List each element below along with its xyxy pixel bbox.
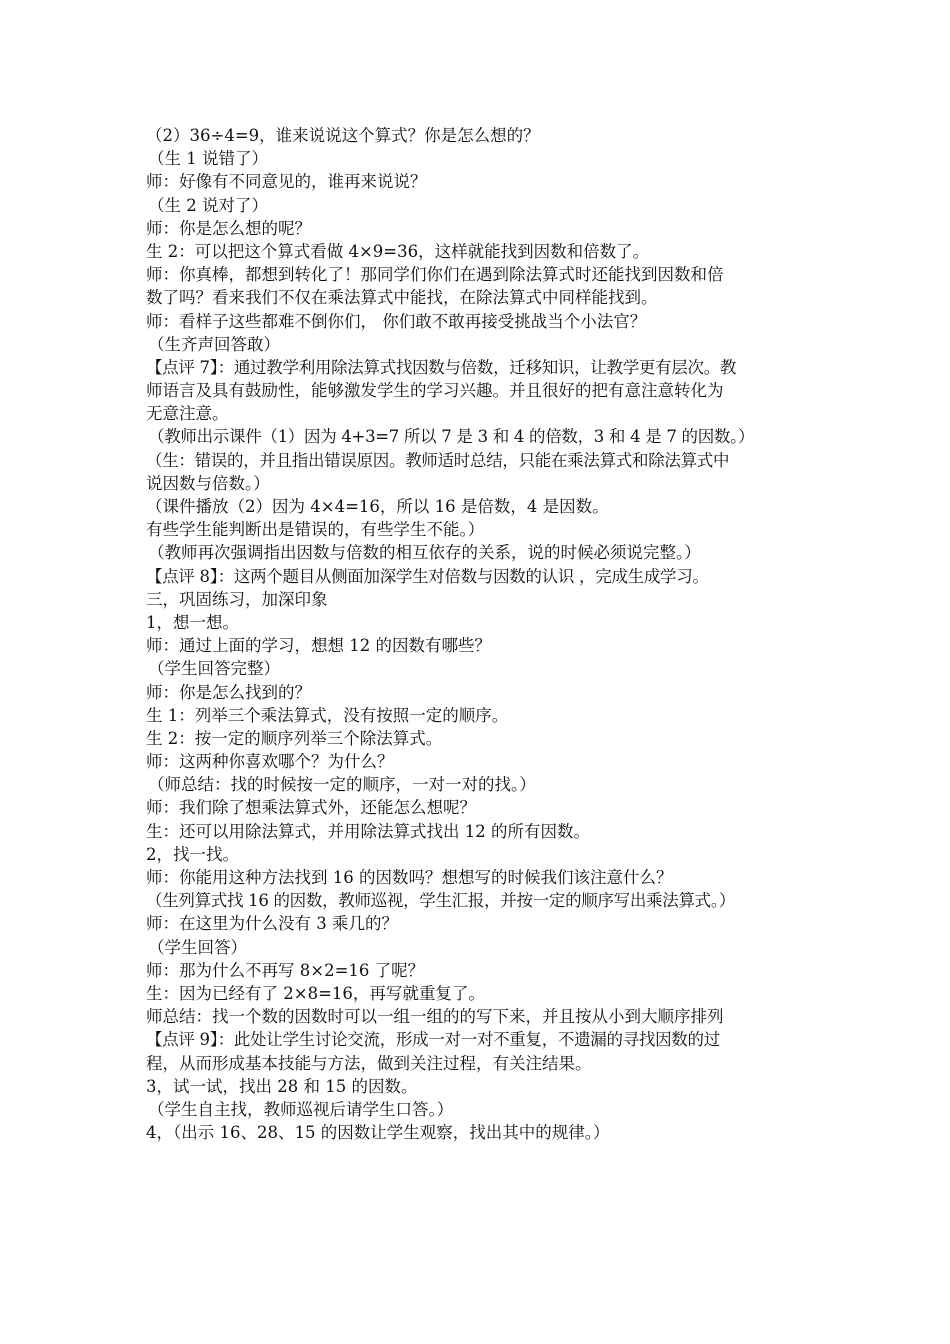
text-line: （教师出示课件（1）因为 4+3=7 所以 7 是 3 和 4 的倍数，3 和 4 是 7 的因数。） — [148, 427, 755, 447]
text-line: 师：你是怎么找到的？ — [146, 682, 311, 702]
text-line: 生 2：按一定的顺序列举三个除法算式。 — [146, 728, 443, 748]
commentary-line: 【点评 9】：此处让学生讨论交流，形成一对一对不重复，不遗漏的寻找因数的过 — [146, 1030, 720, 1050]
text-line: 师：你真棒，都想到转化了！那同学们你们在遇到除法算式时还能找到因数和倍 — [146, 265, 724, 285]
text-line: （生列算式找 16 的因数，教师巡视，学生汇报，并按一定的顺序写出乘法算式。） — [146, 891, 736, 911]
text-line: 师：我们除了想乘法算式外，还能怎么想呢？ — [146, 798, 476, 818]
text-line: 师总结：找一个数的因数时可以一组一组的的写下来，并且按从小到大顺序排列 — [146, 1007, 724, 1027]
text-line: 师：通过上面的学习，想想 12 的因数有哪些？ — [146, 636, 491, 656]
text-line: 2，找一找。 — [146, 844, 239, 864]
text-line: （学生回答完整） — [148, 659, 280, 679]
commentary-line: 师语言及具有鼓励性，能够激发学生的学习兴趣。并且很好的把有意注意转化为 — [146, 381, 724, 401]
text-line: 1，想一想。 — [146, 612, 239, 632]
text-line: （生：错误的，并且指出错误原因。教师适时总结，只能在乘法算式和除法算式中 — [146, 450, 730, 470]
text-line: （学生回答） — [148, 937, 247, 957]
text-line: （师总结：找的时候按一定的顺序，一对一对的找。） — [148, 775, 536, 795]
text-line: （生 1 说错了） — [148, 149, 268, 169]
text-line: 3，试一试，找出 28 和 15 的因数。 — [146, 1076, 418, 1096]
text-line: 生：还可以用除法算式，并用除法算式找出 12 的所有因数。 — [146, 821, 590, 841]
document-page — [146, 124, 814, 1144]
text-line: 师：你是怎么想的呢？ — [146, 218, 311, 238]
text-line: 数了吗？看来我们不仅在乘法算式中能找，在除法算式中同样能找到。 — [146, 288, 658, 308]
text-line: （2）36÷4=9，谁来说说这个算式？你是怎么想的？ — [146, 126, 540, 145]
text-line: （生 2 说对了） — [148, 195, 268, 215]
text-line: 师：你能用这种方法找到 16 的因数吗？想想写的时候我们该注意什么？ — [146, 868, 673, 887]
text-line: 师：这两种你喜欢哪个？为什么？ — [146, 752, 394, 772]
commentary-line: 无意注意。 — [146, 404, 229, 424]
text-line: （教师再次强调指出因数与倍数的相互依存的关系，说的时候必须说完整。） — [148, 543, 701, 563]
commentary-line: 【点评 7】：通过教学利用除法算式找因数与倍数，迁移知识，让教学更有层次。教 — [146, 357, 737, 377]
text-line: 师：好像有不同意见的，谁再来说说？ — [146, 172, 427, 192]
text-line: 说因数与倍数。） — [146, 473, 270, 493]
text-line: 4，（出示 16、28、15 的因数让学生观察，找出其中的规律。） — [146, 1123, 610, 1143]
text-line: （学生自主找，教师巡视后请学生口答。） — [148, 1099, 454, 1119]
text-line: 有些学生能判断出是错误的，有些学生不能。） — [146, 520, 485, 540]
text-line: 师：那为什么不再写 8×2=16 了呢？ — [146, 960, 425, 980]
text-line: 生 2：可以把这个算式看做 4×9=36，这样就能找到因数和倍数了。 — [146, 241, 650, 261]
commentary-line: 程，从而形成基本技能与方法，做到关注过程，有关注结果。 — [146, 1053, 592, 1073]
text-line: （生齐声回答敢） — [148, 334, 280, 354]
text-line: 生：因为已经有了 2×8=16，再写就重复了。 — [146, 983, 485, 1003]
text-line: 生 1：列举三个乘法算式，没有按照一定的顺序。 — [146, 705, 509, 725]
section-heading: 三，巩固练习，加深印象 — [146, 589, 328, 609]
text-line: （课件播放（2）因为 4×4=16，所以 16 是倍数，4 是因数。 — [146, 497, 609, 516]
text-line: 师：看样子这些都难不倒你们， 你们敢不敢再接受挑战当个小法官？ — [146, 311, 647, 331]
text-line: 师：在这里为什么没有 3 乘几的？ — [146, 914, 398, 934]
commentary-line: 【点评 8】：这两个题目从侧面加深学生对倍数与因数的认识 ，完成生成学习。 — [146, 566, 709, 586]
